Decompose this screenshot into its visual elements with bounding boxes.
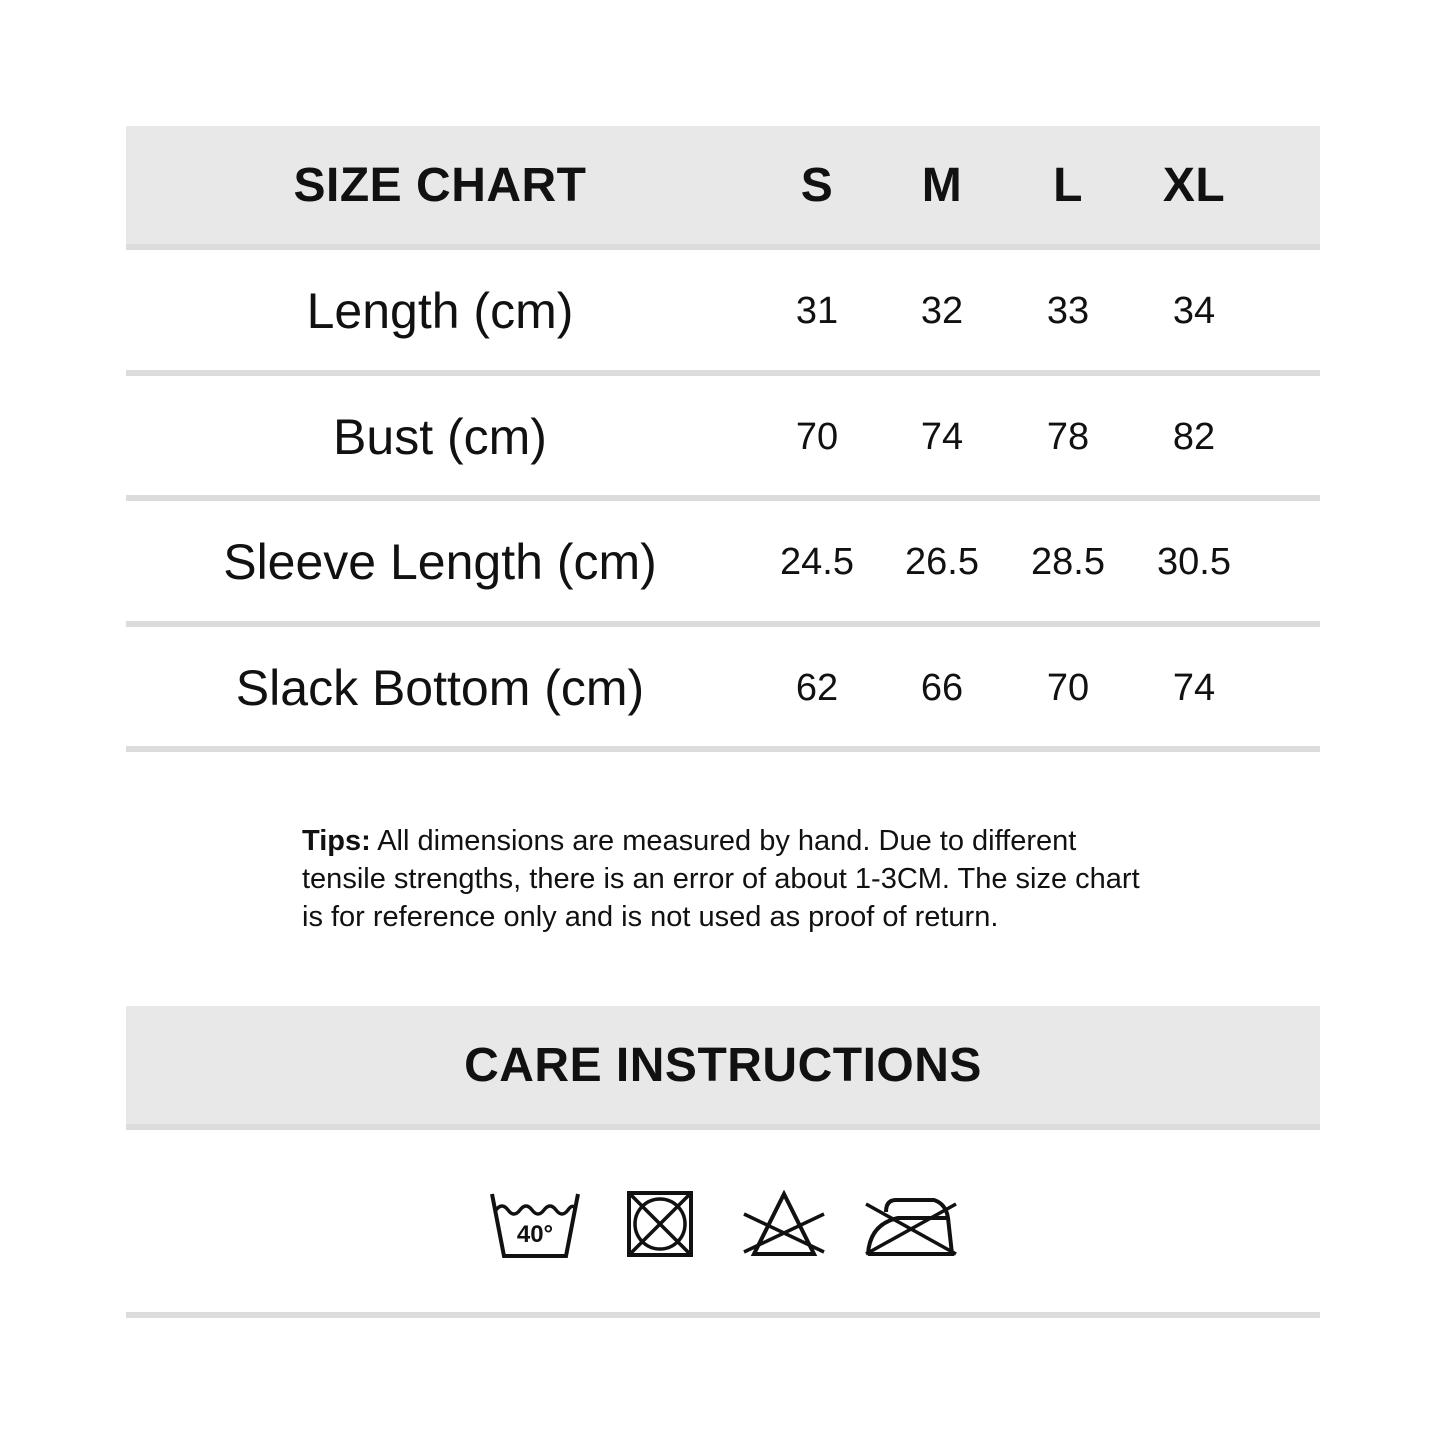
size-header-xl: XL [1162,158,1226,212]
tips-text: All dimensions are measured by hand. Due to different tensile strengths, there is an error of about 1-3CM. The size chart is for reference only and is not used as proof of return. [302,825,1140,933]
wash-temperature-label: 40° [516,1221,554,1248]
table-cell: 34 [1172,289,1216,332]
table-cell: 74 [920,415,964,458]
table-bottom-divider [126,746,1320,752]
table-cell: 66 [920,666,964,709]
table-cell: 24.5 [780,540,854,583]
size-chart-title: SIZE CHART [293,158,587,212]
table-cell: 78 [1046,415,1090,458]
table-cell: 74 [1172,666,1216,709]
table-cell: 33 [1046,289,1090,332]
do-not-iron-icon [862,1190,958,1260]
row-label-bust: Bust (cm) [333,409,547,465]
care-header-divider [126,1124,1320,1130]
size-header-l: L [1053,158,1083,212]
do-not-tumble-dry-icon [626,1190,694,1258]
row-label-length: Length (cm) [306,283,574,339]
row-label-slack-bottom: Slack Bottom (cm) [235,660,645,716]
row-label-sleeve-length: Sleeve Length (cm) [223,534,657,590]
size-header-m: M [921,158,963,212]
care-instructions-title: CARE INSTRUCTIONS [464,1038,982,1092]
tips-note [302,822,1162,936]
do-not-bleach-icon [740,1190,828,1260]
table-cell: 70 [1046,666,1090,709]
table-cell: 26.5 [905,540,979,583]
table-cell: 70 [795,415,839,458]
table-cell: 82 [1172,415,1216,458]
size-header-s: S [800,158,834,212]
care-bottom-divider [126,1312,1320,1318]
table-cell: 32 [920,289,964,332]
table-cell: 30.5 [1157,540,1231,583]
table-cell: 28.5 [1031,540,1105,583]
table-cell: 62 [795,666,839,709]
tips-label: Tips: [302,825,371,857]
table-cell: 31 [795,289,839,332]
wash-40-icon [488,1190,582,1260]
